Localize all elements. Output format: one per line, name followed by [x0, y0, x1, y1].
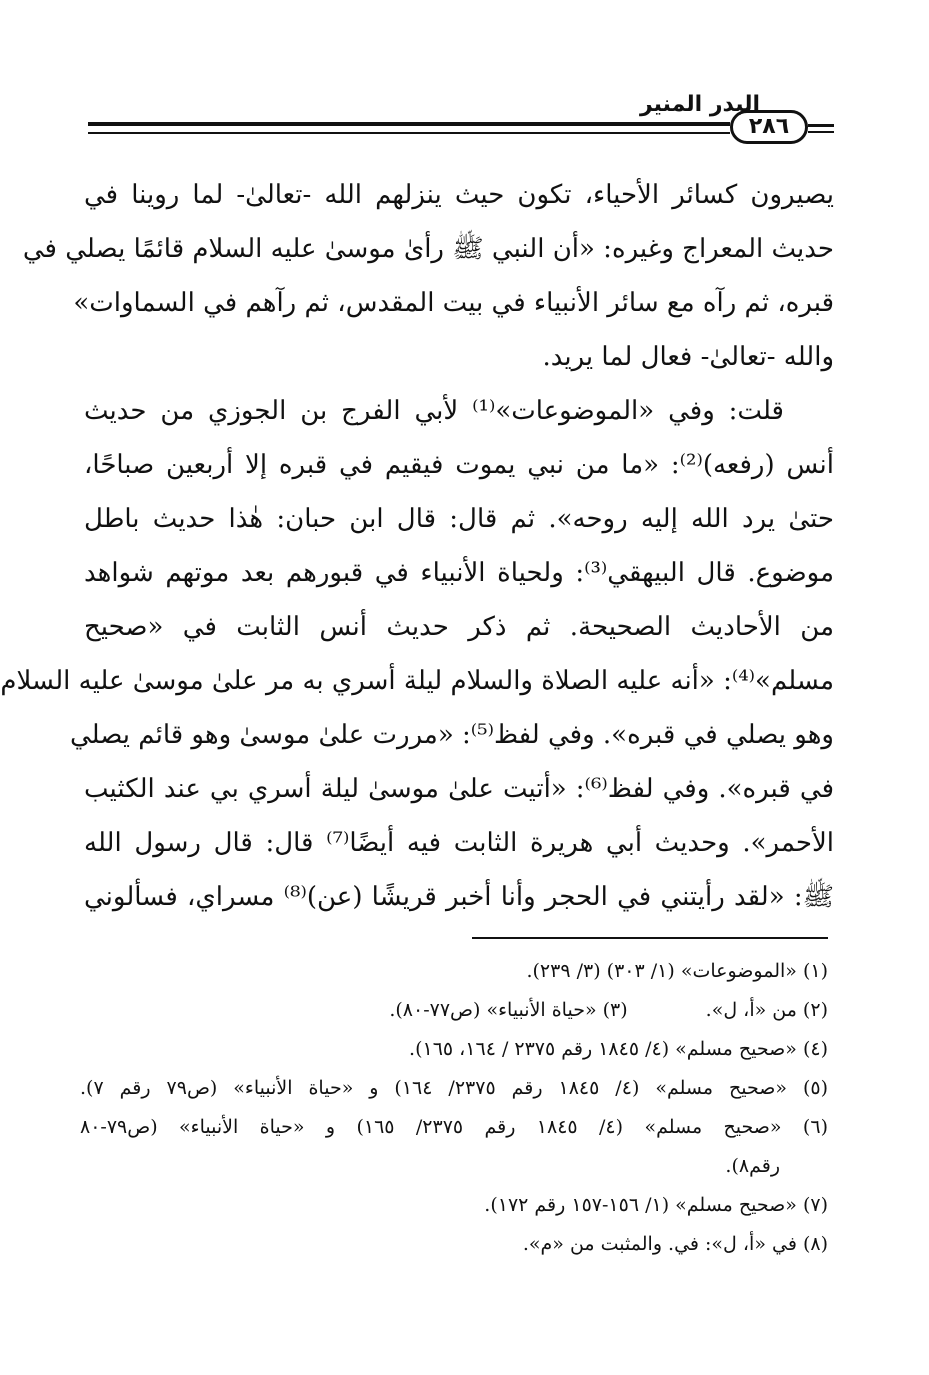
header-rule-thick: [88, 122, 730, 126]
main-text: [0, 168, 835, 924]
text-line: من الأحاديث الصحيحة. ثم ذكر حديث أنس الثابت في «صحيح: [84, 612, 834, 642]
header-rule-thin: [88, 132, 730, 134]
footnotes: [80, 952, 828, 1264]
page-number: ٢٨٦: [730, 110, 808, 144]
text-line: الأحمر». وحديث أبي هريرة الثابت فيه أيضًا⁽⁷⁾ قال: قال رسول الله: [84, 828, 835, 858]
header-rule-tail: [808, 124, 834, 127]
footnote-6: (٦) «صحيح مسلم» (٤/ ١٨٤٥ رقم ٢٣٧٥/ ١٦٥) و «حياة الأنبياء» (ص٧٩-٨٠: [80, 1116, 828, 1138]
footnote-1: (١) «الموضوعات» (١/ ٣٠٣) (٣/ ٢٣٩).: [526, 960, 828, 982]
text-line: وهو يصلي في قبره». وفي لفظ⁽⁵⁾: «مررت علىٰ موسىٰ وهو قائم يصلي: [69, 720, 834, 750]
text-line: حتىٰ يرد الله إليه روحه». ثم قال: قال ابن حبان: هٰذا حديث باطل: [84, 504, 834, 534]
footnote-5: (٥) «صحيح مسلم» (٤/ ١٨٤٥ رقم ٢٣٧٥/ ١٦٤) و «حياة الأنبياء» (ص٧٩ رقم ٧).: [80, 1077, 829, 1099]
text-line: موضوع. قال البيهقي⁽³⁾: ولحياة الأنبياء في قبورهم بعد موتهم شواهد: [84, 558, 835, 588]
footnote-3: (٣) «حياة الأنبياء» (ص٧٧-٨٠).: [389, 999, 628, 1021]
footnote-2: (٢) من «أ، ل».: [705, 999, 828, 1021]
text-line: قلت: وفي «الموضوعات»⁽¹⁾ لأبي الفرج بن الجوزي من حديث: [84, 396, 784, 426]
footnote-8: (٨) في «أ، ل»: في. والمثبت من «م».: [522, 1233, 828, 1255]
header-rule-tail-thin: [808, 131, 834, 133]
text-line: أنس (رفعه)⁽²⁾: «ما من نبي يموت فيقيم في قبره إلا أربعين صباحًا،: [84, 450, 835, 480]
text-line: والله -تعالىٰ- فعال لما يريد.: [542, 342, 834, 372]
text-line: ﷺ: «لقد رأيتني في الحجر وأنا أخبر قريشًا (عن)⁽⁸⁾ مسراي، فسألوني: [84, 882, 835, 912]
text-line: يصيرون كسائر الأحياء، تكون حيث ينزلهم الله -تعالىٰ- لما روينا في: [84, 180, 834, 210]
text-line: في قبره». وفي لفظ⁽⁶⁾: «أتيت علىٰ موسىٰ ليلة أسري بي عند الكثيب: [84, 774, 834, 804]
footnote-7: (٧) «صحيح مسلم» (١/ ١٥٦-١٥٧ رقم ١٧٢).: [484, 1194, 828, 1216]
text-line: حديث المعراج وغيره: «أن النبي ﷺ رأىٰ موسىٰ عليه السلام قائمًا يصلي في: [22, 234, 834, 264]
footnote-separator: [472, 937, 828, 939]
text-line: مسلم»⁽⁴⁾: «أنه عليه الصلاة والسلام ليلة أسري به مر علىٰ موسىٰ عليه السلام: [0, 666, 834, 696]
footnote-row-2-3: [80, 991, 828, 1030]
text-line: قبره، ثم رآه مع سائر الأنبياء في بيت المقدس، ثم رآهم في السماوات»: [73, 288, 834, 318]
footnote-4: (٤) «صحيح مسلم» (٤/ ١٨٤٥ رقم ٢٣٧٥ / ١٦٤، ١٦٥).: [409, 1038, 828, 1060]
running-title: البدر المنير: [639, 92, 760, 117]
footnote-6-continued: رقم٨).: [725, 1155, 780, 1177]
